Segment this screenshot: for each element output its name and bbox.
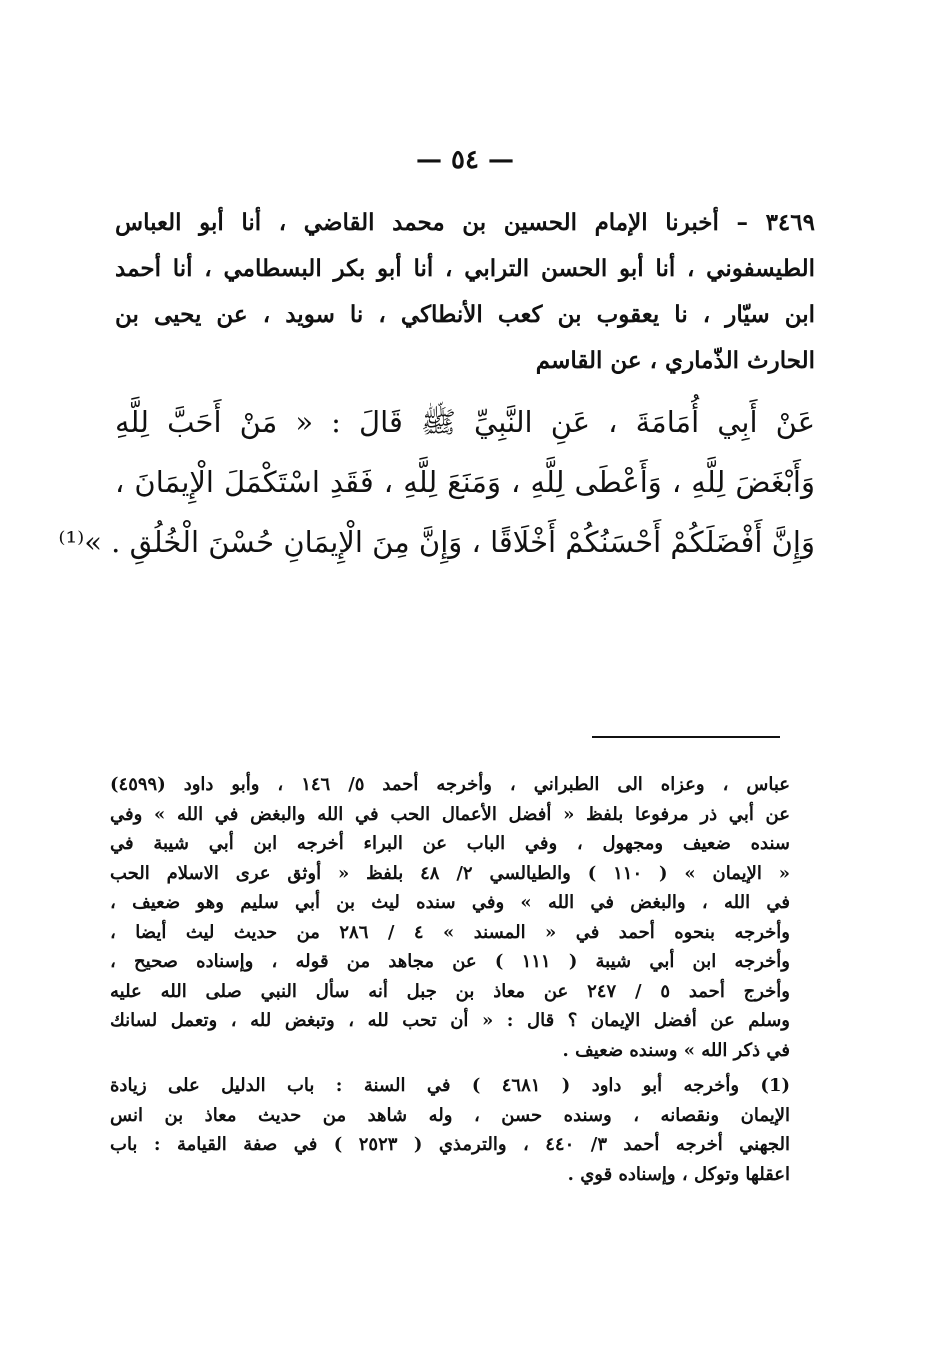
- footnote-line: عباس ، وعزاه الى الطبراني ، وأخرجه أحمد ٥/ ١٤٦ ، وأبو داود (٤٥٩٩): [110, 774, 790, 795]
- footnote-line: وأخرجه بنحوه أحمد في « المسند » ٤ / ٢٨٦ من حديث ليث أيضا ،: [110, 921, 791, 943]
- footnote-line: سنده ضعيف ومجهول ، وفي الباب عن البراء أخرجه ابن أبي شيبة في: [110, 833, 790, 854]
- isnad-line: ٣٤٦٩ – أخبرنا الإمام الحسين بن محمد القاضي ، أنا أبو العباس: [115, 209, 815, 236]
- isnad-line: الطيسفوني ، أنا أبو الحسن الترابي ، أنا أبو بكر البسطامي ، أنا أحمد: [115, 255, 815, 282]
- isnad-line: الحارث الذّماري ، عن القاسم: [535, 347, 815, 374]
- footnote-line: (1) وأخرجه أبو داود ( ٤٦٨١ ) في السنة : باب الدليل على زيادة: [110, 1075, 790, 1096]
- footnote-line: في الله ، والبغض في الله » وفي سنده ليث بن أبي سليم وهو ضعيف ،: [110, 892, 791, 913]
- footnote-line: الإيمان ونقصانه ، وسنده حسن ، وله شاهد من حديث معاذ بن انس: [110, 1104, 790, 1126]
- footnote-line: عن أبي ذر مرفوعا بلفظ « أفضل الأعمال الحب في الله والبغض في الله » وفي: [110, 803, 790, 825]
- footnote-line: « الإيمان » ( ١١٠ ) والطيالسي ٢/ ٤٨ بلفظ « أوثق عرى الاسلام الحب: [110, 862, 790, 884]
- isnad-line: ابن سيّار ، نا يعقوب بن كعب الأنطاكي ، نا سويد ، عن يحيى بن: [115, 301, 815, 328]
- footnote-line: وأخرج أحمد ٥ / ٢٤٧ عن معاذ بن جبل أنه سأل النبي صلى الله عليه: [110, 980, 791, 1002]
- matn-line: عَنْ أَبِي أُمَامَةَ ، عَنِ النَّبِيِّ ﷺ قَالَ : « مَنْ أَحَبَّ لِلَّهِ: [115, 405, 815, 439]
- hadith-matn: [58, 392, 815, 572]
- footnote-continued: [110, 770, 790, 1065]
- footnotes: [110, 770, 790, 1189]
- matn-line: وَإِنَّ أَفْضَلَكُمْ أَحْسَنُكُمْ أَخْلَاقًا ، وَإِنَّ مِنَ الْإِيمَانِ حُسْنَ الْخُلُقِ . »⁽¹⁾: [58, 525, 815, 559]
- footnote-line: اعقلها وتوكل ، وإسناده قوي .: [567, 1163, 790, 1185]
- matn-line: وَأَبْغَضَ لِلَّهِ ، وَأَعْطَى لِلَّهِ ، وَمَنَعَ لِلَّهِ ، فَقَدِ اسْتَكْمَلَ الْإِيمَانَ ،: [115, 465, 815, 499]
- footnote-line: في ذكر الله » وسنده ضعيف .: [562, 1039, 790, 1061]
- footnote-line: الجهني أخرجه أحمد ٣/ ٤٤٠ ، والترمذي ( ٢٥٢٣ ) في صفة القيامة : باب: [110, 1134, 790, 1155]
- footnote-line: وأخرجه ابن أبي شيبة ( ١١١ ) عن مجاهد من قوله ، وإسناده صحيح ،: [110, 951, 791, 972]
- footnote-divider: [592, 736, 780, 738]
- hadith-isnad: [115, 200, 815, 384]
- footnote-line: وسلم عن أفضل الإيمان ؟ قال : « أن تحب لله ، وتبغض لله ، وتعمل لسانك: [110, 1010, 790, 1031]
- footnote-1: [110, 1071, 790, 1189]
- page-number: — ٥٤ —: [415, 145, 515, 175]
